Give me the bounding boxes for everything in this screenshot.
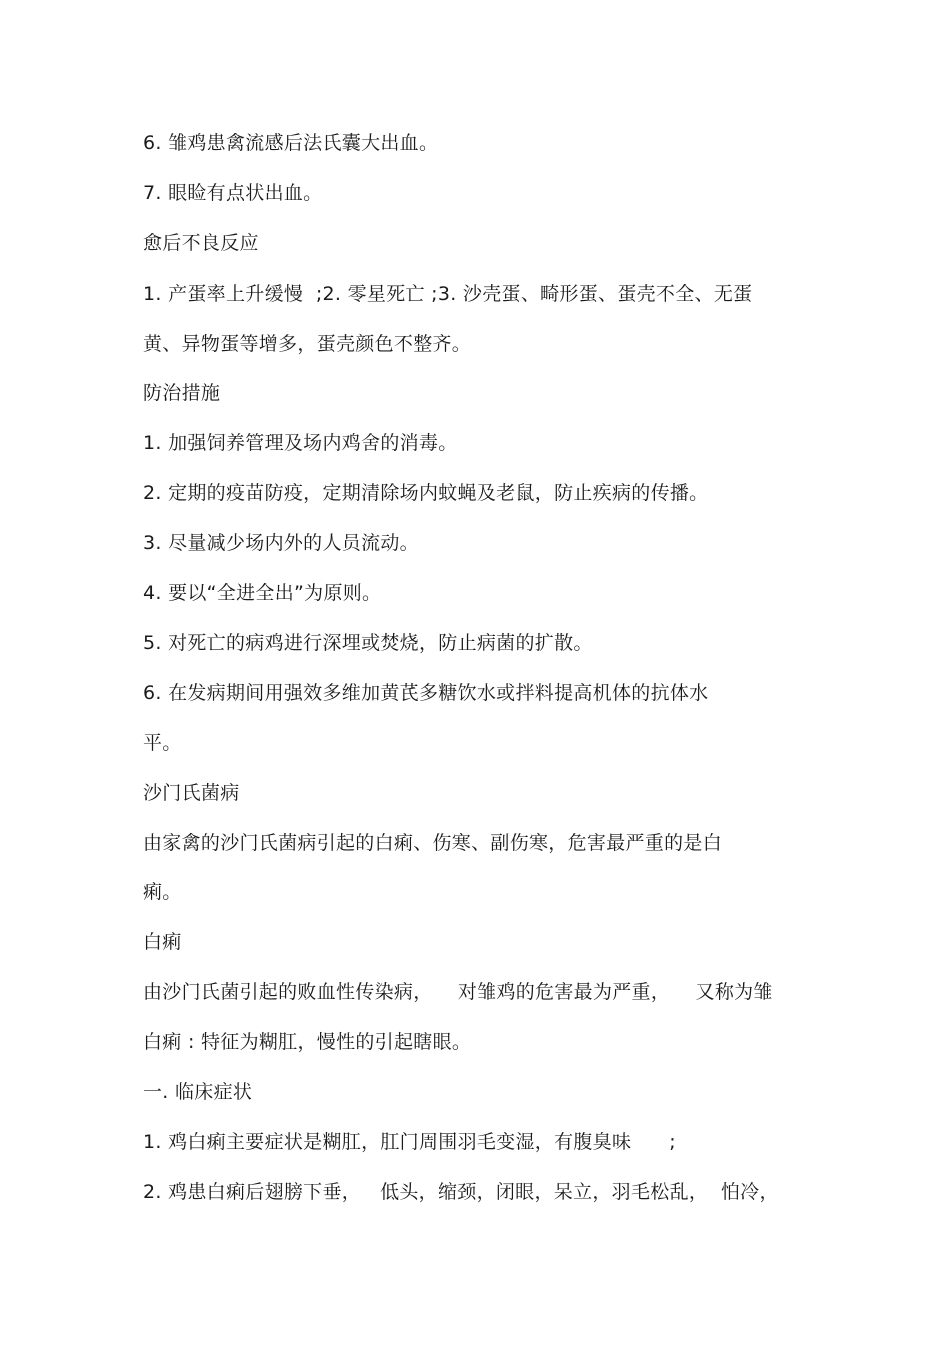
text-line: 白痢 : 特征为糊肛，慢性的引起瞎眼。	[143, 1031, 472, 1053]
section-heading: 防治措施	[143, 382, 221, 404]
text-line: 7. 眼睑有点状出血。	[143, 182, 323, 204]
text-line: 由沙门氏菌引起的败血性传染病， 对雏鸡的危害最为严重， 又称为雏	[143, 981, 773, 1003]
section-heading: 一. 临床症状	[143, 1081, 253, 1103]
section-heading: 白痢	[143, 931, 182, 953]
text-line: 1. 产蛋率上升缓慢 ;2. 零星死亡 ;3. 沙壳蛋、畸形蛋、蛋壳不全、无蛋	[143, 283, 753, 305]
text-line: 由家禽的沙门氏菌病引起的白痢、伤寒、副伤寒，危害最严重的是白	[143, 832, 723, 854]
text-line: 3. 尽量减少场内外的人员流动。	[143, 532, 419, 554]
text-line: 1. 加强饲养管理及场内鸡舍的消毒。	[143, 432, 458, 454]
section-heading: 愈后不良反应	[143, 232, 259, 254]
text-line: 6. 雏鸡患禽流感后法氏囊大出血。	[143, 132, 439, 154]
text-line: 2. 定期的疫苗防疫，定期清除场内蚊蝇及老鼠，防止疾病的传播。	[143, 482, 709, 504]
text-line: 4. 要以“全进全出”为原则。	[143, 582, 382, 604]
text-line: 黄、异物蛋等增多，蛋壳颜色不整齐。	[143, 333, 472, 355]
section-heading: 沙门氏菌病	[143, 782, 240, 804]
text-line: 6. 在发病期间用强效多维加黄芪多糖饮水或拌料提高机体的抗体水	[143, 682, 709, 704]
text-line: 痢。	[143, 881, 182, 903]
text-line: 1. 鸡白痢主要症状是糊肛，肛门周围羽毛变湿，有腹臭味 ;	[143, 1131, 677, 1153]
text-line: 2. 鸡患白痢后翅膀下垂， 低头，缩颈，闭眼，呆立，羽毛松乱， 怕冷，	[143, 1181, 779, 1203]
text-line: 5. 对死亡的病鸡进行深埋或焚烧，防止病菌的扩散。	[143, 632, 593, 654]
text-line: 平。	[143, 732, 182, 754]
